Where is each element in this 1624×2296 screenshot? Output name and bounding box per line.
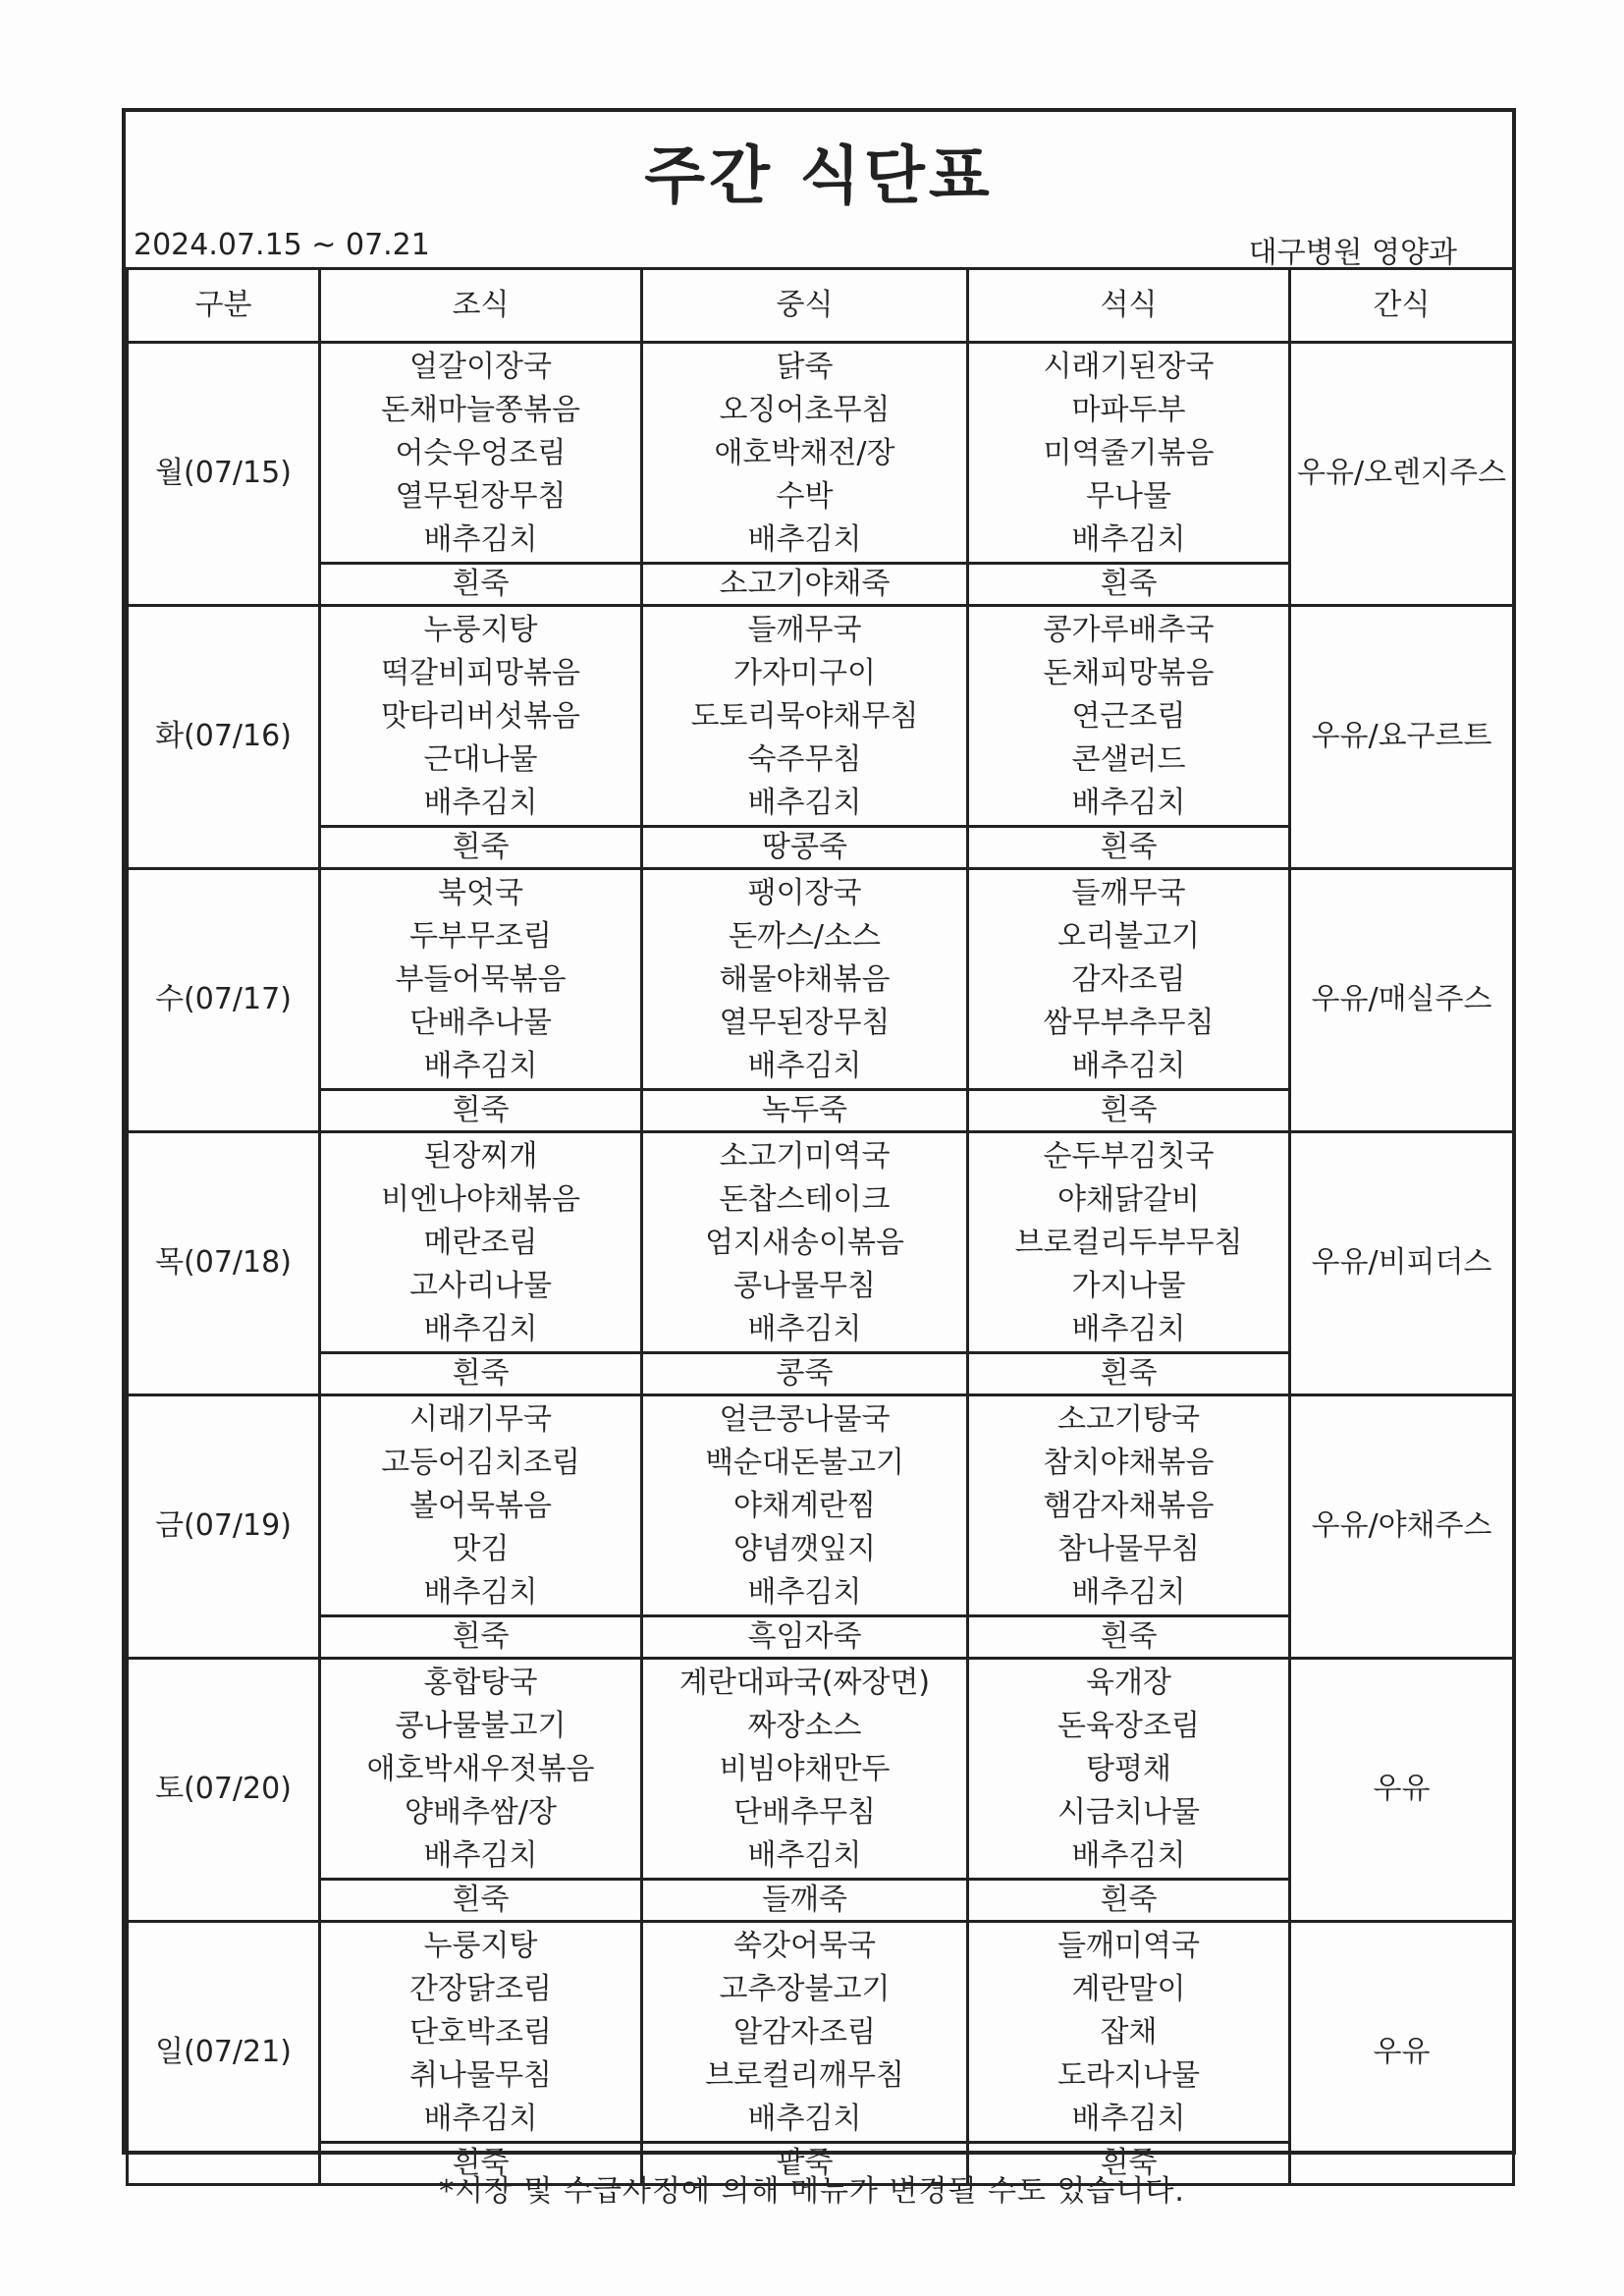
menu-item: 홍합탕국 (423, 1666, 538, 1700)
snack-cell: 우유/오렌지주스 (1290, 343, 1514, 606)
menu-item: 취나물무침 (409, 2058, 552, 2093)
day-row (128, 1395, 1514, 1616)
breakfast-porridge-cell: 흰죽 (320, 1090, 642, 1132)
menu-item: 배추김치 (1071, 2102, 1186, 2136)
breakfast-porridge-cell: 흰죽 (320, 1616, 642, 1659)
breakfast-menu-cell (320, 343, 642, 564)
menu-item: 들깨미역국 (1057, 1929, 1200, 1963)
lunch-menu-cell (642, 1922, 968, 2143)
menu-item: 어슷우엉조림 (395, 436, 567, 470)
menu-item: 돈채피망볶음 (1043, 656, 1215, 690)
lunch-menu-cell (642, 869, 968, 1090)
menu-item: 쑥갓어묵국 (733, 1929, 876, 1963)
day-label: 화(07/16) (128, 606, 320, 869)
menu-item: 계란대파국(짜장면) (678, 1666, 931, 1700)
menu-item: 순두부김칫국 (1043, 1139, 1215, 1174)
menu-item: 브로컬리두부무침 (1014, 1226, 1243, 1260)
menu-body (128, 343, 1514, 2185)
snack-cell: 우유/매실주스 (1290, 869, 1514, 1132)
menu-item: 시래기무국 (409, 1402, 552, 1437)
menu-item: 배추김치 (1071, 1312, 1186, 1346)
lunch-porridge-cell: 소고기야채죽 (642, 564, 968, 606)
menu-item: 시금치나물 (1057, 1795, 1200, 1830)
snack-cell: 우유/요구르트 (1290, 606, 1514, 869)
menu-item: 야채계란찜 (733, 1489, 876, 1523)
breakfast-menu-cell (320, 1132, 642, 1353)
header-dinner: 석식 (968, 269, 1290, 343)
breakfast-porridge-cell: 흰죽 (320, 1880, 642, 1922)
menu-item: 단호박조림 (409, 2015, 552, 2050)
day-row (128, 1132, 1514, 1353)
menu-item: 돈찹스테이크 (719, 1182, 891, 1217)
menu-item: 배추김치 (747, 1312, 862, 1346)
menu-item: 육개장 (1086, 1666, 1171, 1700)
menu-item: 부들어묵볶음 (395, 962, 567, 997)
menu-item: 맛타리버섯볶음 (381, 699, 580, 734)
header-breakfast: 조식 (320, 269, 642, 343)
menu-item: 짜장소스 (747, 1709, 862, 1743)
menu-item: 배추김치 (747, 522, 862, 557)
snack-cell: 우유/비피더스 (1290, 1132, 1514, 1395)
menu-item: 배추김치 (1071, 1838, 1186, 1873)
dinner-porridge-cell: 흰죽 (968, 1353, 1290, 1395)
menu-item: 누룽지탕 (423, 613, 538, 647)
menu-item: 엄지새송이볶음 (705, 1226, 904, 1260)
menu-item: 오리불고기 (1057, 919, 1200, 954)
menu-item: 비빔야채만두 (719, 1752, 891, 1786)
lunch-menu-cell (642, 1395, 968, 1616)
menu-item: 고추장불고기 (719, 1972, 891, 2006)
dinner-menu-cell (968, 869, 1290, 1090)
menu-item: 수박 (776, 479, 834, 514)
menu-item: 배추김치 (1071, 786, 1186, 820)
breakfast-porridge-cell: 흰죽 (320, 2143, 642, 2185)
menu-item: 배추김치 (747, 1049, 862, 1083)
snack-cell: 우유 (1290, 1659, 1514, 1922)
menu-item: 무나물 (1086, 479, 1171, 514)
day-row (128, 606, 1514, 827)
dinner-porridge-cell: 흰죽 (968, 1616, 1290, 1659)
lunch-porridge-cell: 콩죽 (642, 1353, 968, 1395)
weekly-menu-table (126, 267, 1515, 2186)
menu-item: 북엇국 (438, 876, 523, 910)
breakfast-porridge-cell: 흰죽 (320, 1353, 642, 1395)
menu-item: 볼어묵볶음 (409, 1489, 552, 1523)
day-label: 금(07/19) (128, 1395, 320, 1659)
menu-item: 콘샐러드 (1071, 742, 1186, 777)
menu-item: 가자미구이 (733, 656, 876, 690)
menu-item: 해물야채볶음 (719, 962, 891, 997)
menu-sheet (122, 108, 1516, 2180)
menu-item: 배추김치 (423, 522, 538, 557)
breakfast-menu-cell (320, 1922, 642, 2143)
day-row (128, 1659, 1514, 1880)
menu-item: 간장닭조림 (409, 1972, 552, 2006)
day-label: 수(07/17) (128, 869, 320, 1132)
menu-item: 누룽지탕 (423, 1929, 538, 1963)
menu-item: 들깨무국 (747, 613, 862, 647)
department-name: 대구병원 영양과 (1248, 236, 1457, 270)
lunch-menu-cell (642, 1659, 968, 1880)
menu-item: 고사리나물 (409, 1269, 552, 1303)
breakfast-porridge-cell: 흰죽 (320, 827, 642, 869)
dinner-porridge-cell: 흰죽 (968, 1090, 1290, 1132)
menu-item: 애호박채전/장 (714, 436, 895, 470)
dinner-menu-cell (968, 1132, 1290, 1353)
menu-item: 브로컬리깨무침 (705, 2058, 904, 2093)
dinner-menu-cell (968, 1395, 1290, 1616)
dinner-menu-cell (968, 343, 1290, 564)
menu-item: 열무된장무침 (719, 1006, 891, 1040)
menu-item: 미역줄기볶음 (1043, 436, 1215, 470)
menu-period: 2024.07.15 ~ 07.21 (134, 228, 430, 262)
dinner-menu-cell (968, 1922, 1290, 2143)
menu-item: 소고기탕국 (1057, 1402, 1200, 1437)
menu-item: 숙주무침 (747, 742, 862, 777)
menu-item: 근대나물 (423, 742, 538, 777)
menu-item: 된장찌개 (423, 1139, 538, 1174)
menu-item: 감자조림 (1071, 962, 1186, 997)
menu-item: 배추김치 (747, 1838, 862, 1873)
menu-item: 알감자조림 (733, 2015, 876, 2050)
day-label: 목(07/18) (128, 1132, 320, 1395)
menu-item: 닭죽 (776, 350, 834, 384)
menu-item: 배추김치 (1071, 1049, 1186, 1083)
header-category: 구분 (128, 269, 320, 343)
menu-item: 배추김치 (423, 2102, 538, 2136)
menu-item: 단배추나물 (409, 1006, 552, 1040)
menu-item: 소고기미역국 (719, 1139, 891, 1174)
lunch-menu-cell (642, 343, 968, 564)
dinner-porridge-cell: 흰죽 (968, 1880, 1290, 1922)
snack-cell: 우유 (1290, 1922, 1514, 2185)
menu-item: 애호박새우젓볶음 (366, 1752, 595, 1786)
menu-item: 햄감자채볶음 (1043, 1489, 1215, 1523)
menu-item: 가지나물 (1071, 1269, 1186, 1303)
lunch-porridge-cell: 흑임자죽 (642, 1616, 968, 1659)
dinner-menu-cell (968, 606, 1290, 827)
menu-item: 도토리묵야채무침 (690, 699, 919, 734)
breakfast-porridge-cell: 흰죽 (320, 564, 642, 606)
day-row (128, 869, 1514, 1090)
menu-item: 참치야채볶음 (1043, 1446, 1215, 1480)
day-label: 토(07/20) (128, 1659, 320, 1922)
menu-item: 들깨무국 (1071, 876, 1186, 910)
menu-item: 배추김치 (423, 1838, 538, 1873)
menu-item: 돈까스/소스 (728, 919, 881, 954)
menu-item: 배추김치 (423, 786, 538, 820)
menu-item: 양배추쌈/장 (404, 1795, 557, 1830)
menu-item: 메란조림 (423, 1226, 538, 1260)
menu-item: 참나물무침 (1057, 1532, 1200, 1566)
menu-item: 얼갈이장국 (409, 350, 552, 384)
breakfast-menu-cell (320, 1395, 642, 1616)
breakfast-menu-cell (320, 606, 642, 827)
menu-item: 백순대돈불고기 (705, 1446, 904, 1480)
menu-item: 야채닭갈비 (1057, 1182, 1200, 1217)
menu-item: 떡갈비피망볶음 (381, 656, 580, 690)
menu-item: 콩가루배추국 (1043, 613, 1215, 647)
menu-item: 비엔나야채볶음 (381, 1182, 580, 1217)
menu-item: 배추김치 (747, 2102, 862, 2136)
day-label: 일(07/21) (128, 1922, 320, 2185)
breakfast-menu-cell (320, 1659, 642, 1880)
menu-item: 단배추무침 (733, 1795, 876, 1830)
day-row (128, 343, 1514, 564)
menu-item: 잡채 (1100, 2015, 1158, 2050)
dinner-porridge-cell: 흰죽 (968, 564, 1290, 606)
menu-item: 시래기된장국 (1043, 350, 1215, 384)
menu-item: 계란말이 (1071, 1972, 1186, 2006)
menu-item: 얼큰콩나물국 (719, 1402, 891, 1437)
lunch-menu-cell (642, 1132, 968, 1353)
header-row (128, 269, 1514, 343)
lunch-menu-cell (642, 606, 968, 827)
page-title: 주간 식단표 (644, 140, 994, 213)
lunch-porridge-cell: 팥죽 (642, 2143, 968, 2185)
menu-item: 돈육장조림 (1057, 1709, 1200, 1743)
menu-item: 연근조림 (1071, 699, 1186, 734)
day-label: 월(07/15) (128, 343, 320, 606)
dinner-menu-cell (968, 1659, 1290, 1880)
menu-item: 두부무조림 (409, 919, 552, 954)
menu-item: 맛김 (452, 1532, 510, 1566)
menu-item: 열무된장무침 (395, 479, 567, 514)
menu-item: 쌈무부추무침 (1043, 1006, 1215, 1040)
day-row (128, 1922, 1514, 2143)
breakfast-menu-cell (320, 869, 642, 1090)
menu-item: 배추김치 (423, 1575, 538, 1610)
menu-item: 배추김치 (423, 1049, 538, 1083)
snack-cell: 우유/야채주스 (1290, 1395, 1514, 1659)
menu-item: 배추김치 (1071, 522, 1186, 557)
menu-change-notice: *시장 및 수급사정에 의해 메뉴가 변경될 수도 있습니다. (439, 2174, 1185, 2209)
menu-item: 마파두부 (1071, 393, 1186, 427)
header-lunch: 중식 (642, 269, 968, 343)
menu-item: 고등어김치조림 (381, 1446, 580, 1480)
menu-item: 팽이장국 (747, 876, 862, 910)
lunch-porridge-cell: 땅콩죽 (642, 827, 968, 869)
menu-item: 콩나물불고기 (395, 1709, 567, 1743)
dinner-porridge-cell: 흰죽 (968, 2143, 1290, 2185)
menu-item: 오징어초무침 (719, 393, 891, 427)
menu-item: 배추김치 (747, 786, 862, 820)
menu-item: 돈채마늘쫑볶음 (381, 393, 580, 427)
menu-item: 콩나물무침 (733, 1269, 876, 1303)
dinner-porridge-cell: 흰죽 (968, 827, 1290, 869)
menu-item: 배추김치 (747, 1575, 862, 1610)
lunch-porridge-cell: 들깨죽 (642, 1880, 968, 1922)
menu-item: 탕평채 (1086, 1752, 1171, 1786)
menu-item: 도라지나물 (1057, 2058, 1200, 2093)
header-snack: 간식 (1290, 269, 1514, 343)
menu-item: 배추김치 (1071, 1575, 1186, 1610)
lunch-porridge-cell: 녹두죽 (642, 1090, 968, 1132)
menu-item: 양념깻잎지 (733, 1532, 876, 1566)
menu-item: 배추김치 (423, 1312, 538, 1346)
